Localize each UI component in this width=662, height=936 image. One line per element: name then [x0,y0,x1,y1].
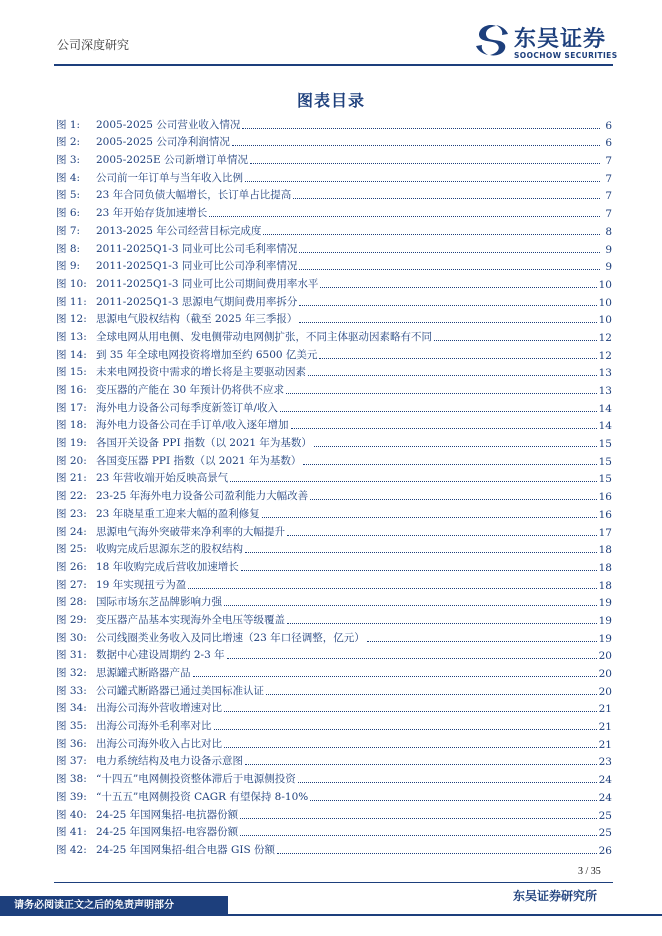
toc-entry-label: 图 15: [56,366,87,379]
toc-leader-dots [245,552,597,553]
toc-leader-dots [262,517,597,518]
toc-entry[interactable] [56,786,612,804]
toc-entry[interactable] [56,574,612,592]
toc-entry-label: 图 37: [56,755,87,768]
toc-entry-label: 图 2: [56,136,81,149]
toc-entry[interactable] [56,592,612,610]
toc-entry-title: 出海公司海外收入占比对比 [96,737,222,750]
toc-entry[interactable] [56,167,612,185]
toc-entry-label: 图 19: [56,437,87,450]
toc-entry-label: 图 29: [56,613,87,626]
toc-entry[interactable] [56,238,612,256]
toc-title: 图表目录 [296,91,365,110]
toc-entry[interactable] [56,751,612,769]
toc-leader-dots [303,464,596,465]
toc-leader-dots [224,605,597,606]
toc-entry[interactable] [56,485,612,503]
toc-leader-dots [314,446,597,447]
toc-entry[interactable] [56,698,612,716]
toc-entry[interactable] [56,415,612,433]
toc-entry-title: 公司线圈类业务收入及同比增速（23 年口径调整，亿元） [96,631,365,644]
toc-entry-title: 电力系统结构及电力设备示意图 [96,755,243,768]
toc-leader-dots [240,818,596,819]
toc-entry-page: 9 [605,261,612,274]
toc-entry-page: 16 [598,491,612,504]
toc-entry[interactable] [56,715,612,733]
toc-leader-dots [299,269,600,270]
toc-entry[interactable] [56,627,612,645]
toc-entry-label: 图 21: [56,472,87,485]
toc-entry[interactable] [56,326,612,344]
toc-entry-title: 出海公司海外营收增速对比 [96,702,222,715]
toc-entry-title: 2005-2025E 公司新增订单情况 [96,154,248,167]
toc-entry-title: 23 年合同负债大幅增长，长订单占比提高 [96,189,292,202]
toc-entry-title: 出海公司海外毛利率对比 [96,720,212,733]
toc-leader-dots [214,729,597,730]
toc-entry-title: 全球电网从用电侧、发电侧带动电网侧扩张，不同主体驱动因素略有不同 [96,330,432,343]
page-indicator: 3 / 35 [578,866,601,877]
toc-entry-title: 各国开关设备 PPI 指数（以 2021 年为基数） [96,437,312,450]
toc-entry-label: 图 6: [56,207,81,220]
toc-entry-page: 14 [598,402,612,415]
toc-leader-dots [293,198,600,199]
toc-entry-label: 图 7: [56,224,81,237]
figure-list [56,114,612,857]
toc-entry-title: 23 年开始存货加速增长 [96,207,208,220]
toc-entry-label: 图 9: [56,260,81,273]
toc-entry-page: 7 [605,208,612,221]
toc-entry-title: 19 年实现扭亏为盈 [96,578,187,591]
toc-entry-title: 2005-2025 公司营业收入情况 [96,118,241,131]
toc-entry-page: 13 [598,385,612,397]
toc-leader-dots [242,128,600,129]
toc-entry-page: 15 [598,438,612,451]
toc-leader-dots [193,676,597,677]
toc-entry-page: 19 [598,597,612,610]
toc-entry-page: 17 [598,526,612,539]
toc-leader-dots [280,411,597,412]
toc-leader-dots [188,588,596,589]
toc-entry[interactable] [56,362,612,380]
toc-leader-dots [245,764,597,765]
toc-entry-page: 10 [598,296,612,309]
toc-leader-dots [310,499,597,500]
footer-bar-line [228,914,662,916]
toc-leader-dots [308,375,597,376]
toc-entry-title: “十四五”电网侧投资整体滞后于电源侧投资 [96,773,296,786]
toc-leader-dots [434,340,597,341]
toc-leader-dots [298,782,597,783]
logo-text-cn: 东吴证券 [514,27,607,52]
toc-entry-label: 图 8: [56,242,81,255]
toc-leader-dots [287,623,597,624]
toc-entry[interactable] [56,539,612,557]
toc-entry-page: 18 [598,544,612,557]
toc-entry-page: 19 [598,632,612,645]
toc-entry[interactable] [56,309,612,327]
toc-entry[interactable] [56,556,612,574]
toc-entry-title: 24-25 年国网集招-电容器份额 [96,826,239,839]
toc-entry[interactable] [56,468,612,486]
toc-entry-label: 图 35: [56,720,87,733]
toc-entry-label: 图 38: [56,773,87,786]
toc-entry-label: 图 3: [56,154,81,167]
toc-leader-dots [227,658,597,659]
toc-entry-page: 12 [598,331,612,344]
toc-entry-label: 图 17: [56,401,87,414]
toc-entry-label: 图 34: [56,702,87,715]
toc-leader-dots [232,145,600,146]
toc-entry-page: 10 [598,278,612,291]
report-category: 公司深度研究 [57,38,130,52]
toc-entry-page: 9 [605,243,612,256]
toc-entry-page: 24 [598,774,612,787]
toc-entry-page: 7 [605,155,612,168]
toc-entry[interactable] [56,273,612,291]
toc-entry-title: 收购完成后思源东芝的股权结构 [96,543,243,556]
toc-leader-dots [240,835,596,836]
toc-entry-label: 图 13: [56,330,87,343]
toc-entry-label: 图 5: [56,189,81,202]
toc-entry-page: 15 [598,473,612,486]
toc-entry-label: 图 28: [56,596,87,609]
toc-entry-label: 图 11: [56,295,87,308]
toc-entry[interactable] [56,645,612,663]
toc-entry-label: 图 36: [56,737,87,750]
toc-entry[interactable] [56,503,612,521]
toc-entry-label: 图 33: [56,684,87,697]
toc-entry-label: 图 14: [56,348,87,361]
toc-entry[interactable] [56,379,612,397]
toc-entry-title: 23-25 年海外电力设备公司盈利能力大幅改善 [96,490,309,503]
toc-leader-dots [299,305,596,306]
toc-entry-title: 公司罐式断路器已通过美国标准认证 [96,684,264,697]
toc-entry-title: 变压器产品基本实现海外全电压等级覆盖 [96,613,285,626]
toc-entry[interactable] [56,768,612,786]
toc-entry-title: 18 年收购完成后营收加速增长 [96,560,239,573]
toc-entry-page: 23 [598,756,612,769]
toc-entry-title: 未来电网投资中需求的增长将是主要驱动因素 [96,366,306,379]
toc-entry-title: 海外电力设备公司每季度新签订单/收入 [96,401,279,414]
toc-entry[interactable] [56,114,612,132]
toc-entry-label: 图 16: [56,384,87,396]
toc-entry[interactable] [56,822,612,840]
toc-entry-page: 16 [598,508,612,521]
toc-entry-page: 7 [605,190,612,203]
toc-entry-title: 国际市场东芝品牌影响力强 [96,596,222,609]
toc-entry-page: 21 [598,738,612,751]
toc-entry-label: 图 4: [56,171,81,184]
toc-entry[interactable] [56,132,612,150]
toc-entry-page: 25 [598,827,612,840]
toc-entry-label: 图 20: [56,454,87,467]
toc-entry-page: 13 [598,367,612,380]
toc-entry-label: 图 32: [56,667,87,679]
toc-entry-title: 2011-2025Q1-3 同业可比公司期间费用率水平 [96,277,319,290]
toc-entry-page: 24 [598,791,612,804]
logo-text-en: SOOCHOW SECURITIES [514,51,618,60]
footer-divider [54,882,613,883]
toc-entry-title: 数据中心建设周期约 2-3 年 [96,649,225,662]
toc-leader-dots [266,694,597,695]
toc-leader-dots [209,216,600,217]
toc-entry[interactable] [56,202,612,220]
toc-entry-page: 15 [598,455,612,468]
toc-entry-page: 14 [598,420,612,433]
toc-entry[interactable] [56,521,612,539]
toc-entry[interactable] [56,733,612,751]
toc-entry-label: 图 12: [56,313,87,326]
toc-leader-dots [291,428,597,429]
toc-leader-dots [286,393,597,394]
toc-entry-page: 12 [598,349,612,362]
toc-leader-dots [319,358,596,359]
toc-entry-label: 图 22: [56,490,87,503]
toc-leader-dots [245,181,600,182]
toc-entry-page: 20 [598,650,612,663]
toc-entry-title: 23 年营收端开始反映高景气 [96,472,229,485]
toc-entry-title: 海外电力设备公司在手订单/收入逐年增加 [96,419,289,432]
toc-leader-dots [299,322,596,323]
company-logo [474,22,624,64]
toc-entry-title: 到 35 年全球电网投资将增加至约 6500 亿美元 [96,348,318,361]
toc-entry-page: 6 [605,119,612,132]
toc-entry-label: 图 27: [56,578,87,591]
toc-leader-dots [320,287,596,288]
toc-entry-title: 2011-2025Q1-3 同业可比公司毛利率情况 [96,242,298,255]
toc-entry[interactable] [56,432,612,450]
toc-entry-label: 图 31: [56,649,87,662]
toc-leader-dots [250,163,600,164]
toc-entry-page: 6 [605,137,612,150]
toc-entry-label: 图 42: [56,843,87,856]
footer-brand: 东吴证券研究所 [513,889,598,903]
toc-entry[interactable] [56,344,612,362]
toc-entry-label: 图 30: [56,631,87,644]
toc-entry[interactable] [56,220,612,238]
toc-entry-page: 10 [598,314,612,327]
toc-entry[interactable] [56,450,612,468]
toc-entry-title: 23 年晓星重工迎来大幅的盈利修复 [96,507,260,520]
toc-entry-page: 21 [598,721,612,734]
toc-entry-page: 21 [598,703,612,716]
toc-entry-page: 18 [598,561,612,574]
toc-entry[interactable] [56,609,612,627]
toc-entry[interactable] [56,149,612,167]
soochow-logo-icon [474,22,510,58]
toc-entry[interactable] [56,185,612,203]
toc-entry-label: 图 39: [56,790,87,803]
toc-entry-page: 18 [598,579,612,592]
toc-entry-label: 图 24: [56,525,87,538]
toc-entry[interactable] [56,839,612,857]
toc-entry-label: 图 41: [56,826,87,839]
toc-entry-title: 各国变压器 PPI 指数（以 2021 年为基数） [96,454,302,467]
toc-entry-page: 20 [598,685,612,698]
toc-leader-dots [224,711,597,712]
toc-entry-title: 2011-2025Q1-3 思源电气期间费用率拆分 [96,295,298,308]
toc-leader-dots [277,853,597,854]
toc-entry[interactable] [56,804,612,822]
toc-entry-title: 变压器的产能在 30 年预计仍将供不应求 [96,384,285,396]
header-divider [54,64,613,66]
toc-entry-page: 26 [598,844,612,857]
toc-leader-dots [224,747,597,748]
toc-entry-title: 思源罐式断路器产品 [96,667,191,679]
toc-entry-title: “十五五”电网侧投资 CAGR 有望保持 8-10% [96,790,309,803]
toc-entry-label: 图 18: [56,419,87,432]
disclaimer-bar: 请务必阅读正文之后的免责声明部分 [0,896,228,916]
toc-leader-dots [230,481,596,482]
toc-entry-label: 图 25: [56,543,87,556]
toc-entry-page: 20 [598,668,612,680]
toc-entry-page: 25 [598,809,612,822]
toc-entry-label: 图 23: [56,507,87,520]
toc-leader-dots [263,234,600,235]
toc-entry-label: 图 40: [56,808,87,821]
toc-entry-title: 24-25 年国网集招-组合电器 GIS 份额 [96,843,276,856]
toc-entry-title: 24-25 年国网集招-电抗器份额 [96,808,239,821]
toc-entry[interactable] [56,662,612,680]
toc-entry-label: 图 1: [56,118,81,131]
toc-leader-dots [367,641,597,642]
toc-entry-title: 公司前一年订单与当年收入比例 [96,171,243,184]
toc-entry-page: 8 [605,225,612,238]
toc-entry-page: 7 [605,172,612,185]
toc-entry-title: 2013-2025 年公司经营目标完成度 [96,224,262,237]
toc-leader-dots [310,800,596,801]
toc-entry[interactable] [56,291,612,309]
toc-entry-label: 图 26: [56,560,87,573]
toc-entry[interactable] [56,397,612,415]
toc-entry-title: 2011-2025Q1-3 同业可比公司净利率情况 [96,260,298,273]
toc-entry-title: 2005-2025 公司净利润情况 [96,136,230,149]
toc-entry[interactable] [56,256,612,274]
toc-leader-dots [241,570,597,571]
toc-entry-label: 图 10: [56,277,87,290]
toc-leader-dots [287,535,597,536]
toc-entry-title: 思源电气海外突破带来净利率的大幅提升 [96,525,285,538]
toc-leader-dots [299,252,600,253]
toc-entry-title: 思源电气股权结构（截至 2025 年三季报） [96,313,298,326]
toc-entry[interactable] [56,680,612,698]
toc-entry-page: 19 [598,614,612,627]
